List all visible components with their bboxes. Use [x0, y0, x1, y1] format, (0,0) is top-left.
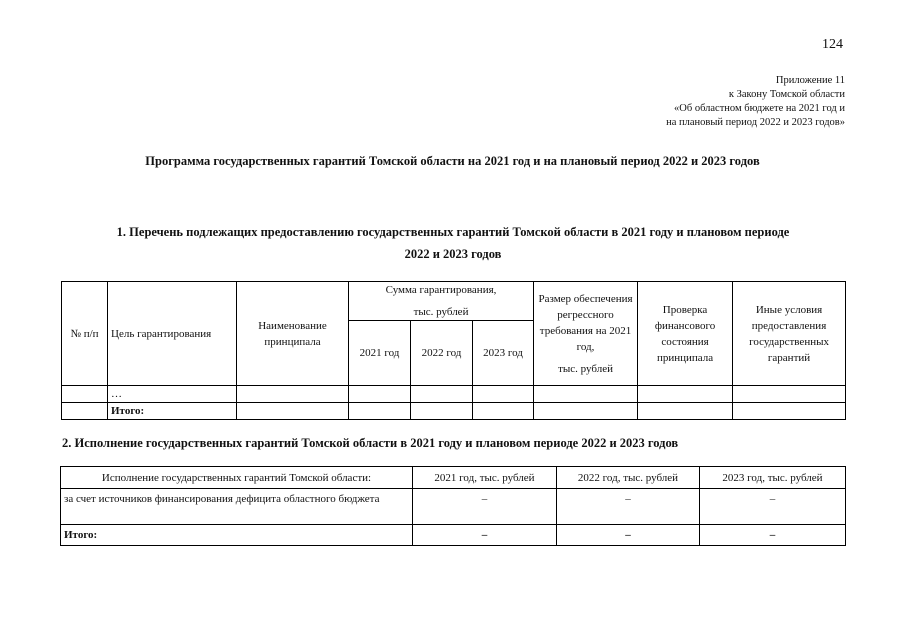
document-title: Программа государственных гарантий Томской области на 2021 год и на плановый период 2022 и 2023 годов — [145, 154, 760, 168]
total-2023-value: – — [700, 525, 846, 546]
cell — [349, 403, 411, 420]
total-2022-value: – — [557, 525, 700, 546]
table-row-total — [61, 525, 846, 546]
header-sum-line2: тыс. рублей — [413, 306, 469, 318]
header-security-size-line1: Размер обеспечения регрессного требования на 2021 год, — [538, 292, 633, 353]
header-other-conditions: Иные условия предоставления государственных гарантий — [733, 282, 846, 386]
section1-heading-line1: 1. Перечень подлежащих предоставлению государственных гарантий Томской области в 2021 году и плановом периоде — [116, 225, 790, 239]
cell — [411, 386, 473, 403]
header-2023: 2023 год — [473, 321, 534, 386]
page-number: 124 — [822, 37, 843, 52]
cell — [733, 386, 846, 403]
row-2021-value: – — [413, 489, 557, 525]
header-num: № п/п — [62, 282, 108, 386]
header-security-size-line2: тыс. рублей — [558, 362, 613, 375]
header-principal: Наименование принципала — [237, 282, 349, 386]
guarantees-execution-table — [60, 466, 846, 546]
cell — [473, 386, 534, 403]
header-security-size — [534, 282, 638, 386]
cell — [237, 386, 349, 403]
header-2022: 2022 год, тыс. рублей — [557, 467, 700, 489]
appendix-line: на плановый период 2022 и 2023 годов» — [666, 117, 845, 128]
table-row-total — [62, 403, 846, 420]
cell — [733, 403, 846, 420]
header-2021: 2021 год, тыс. рублей — [413, 467, 557, 489]
header-2022: 2022 год — [411, 321, 473, 386]
header-2021: 2021 год — [349, 321, 411, 386]
appendix-line: «Об областном бюджете на 2021 год и — [674, 103, 845, 114]
section1-heading — [58, 221, 848, 265]
appendix-line: Приложение 11 — [775, 75, 845, 86]
table-row — [62, 386, 846, 403]
section2-heading: 2. Исполнение государственных гарантий Томской области в 2021 году и плановом периоде 2022 и 2023 годов — [62, 436, 679, 450]
cell-placeholder: … — [108, 386, 237, 403]
header-purpose: Цель гарантирования — [108, 282, 237, 386]
total-label: Итого: — [61, 525, 413, 546]
cell — [62, 386, 108, 403]
cell — [638, 403, 733, 420]
section1-heading-line2: 2022 и 2023 годов — [404, 247, 502, 261]
cell — [237, 403, 349, 420]
total-2021-value: – — [413, 525, 557, 546]
cell — [534, 386, 638, 403]
total-label: Итого: — [108, 403, 237, 420]
row-2022-value: – — [557, 489, 700, 525]
cell — [473, 403, 534, 420]
header-sum-line1: Сумма гарантирования, — [385, 284, 497, 296]
header-execution: Исполнение государственных гарантий Томской области: — [61, 467, 413, 489]
guarantees-list-table — [61, 281, 846, 420]
table-row — [61, 489, 846, 525]
row-2023-value: – — [700, 489, 846, 525]
cell — [411, 403, 473, 420]
cell — [534, 403, 638, 420]
row-label: за счет источников финансирования дефицита областного бюджета — [61, 489, 413, 525]
cell — [638, 386, 733, 403]
cell — [62, 403, 108, 420]
appendix-note — [666, 74, 845, 130]
header-2023: 2023 год, тыс. рублей — [700, 467, 846, 489]
appendix-line: к Закону Томской области — [728, 89, 845, 100]
cell — [349, 386, 411, 403]
header-sum — [349, 282, 534, 321]
header-financial-check: Проверка финансового состояния принципала — [638, 282, 733, 386]
